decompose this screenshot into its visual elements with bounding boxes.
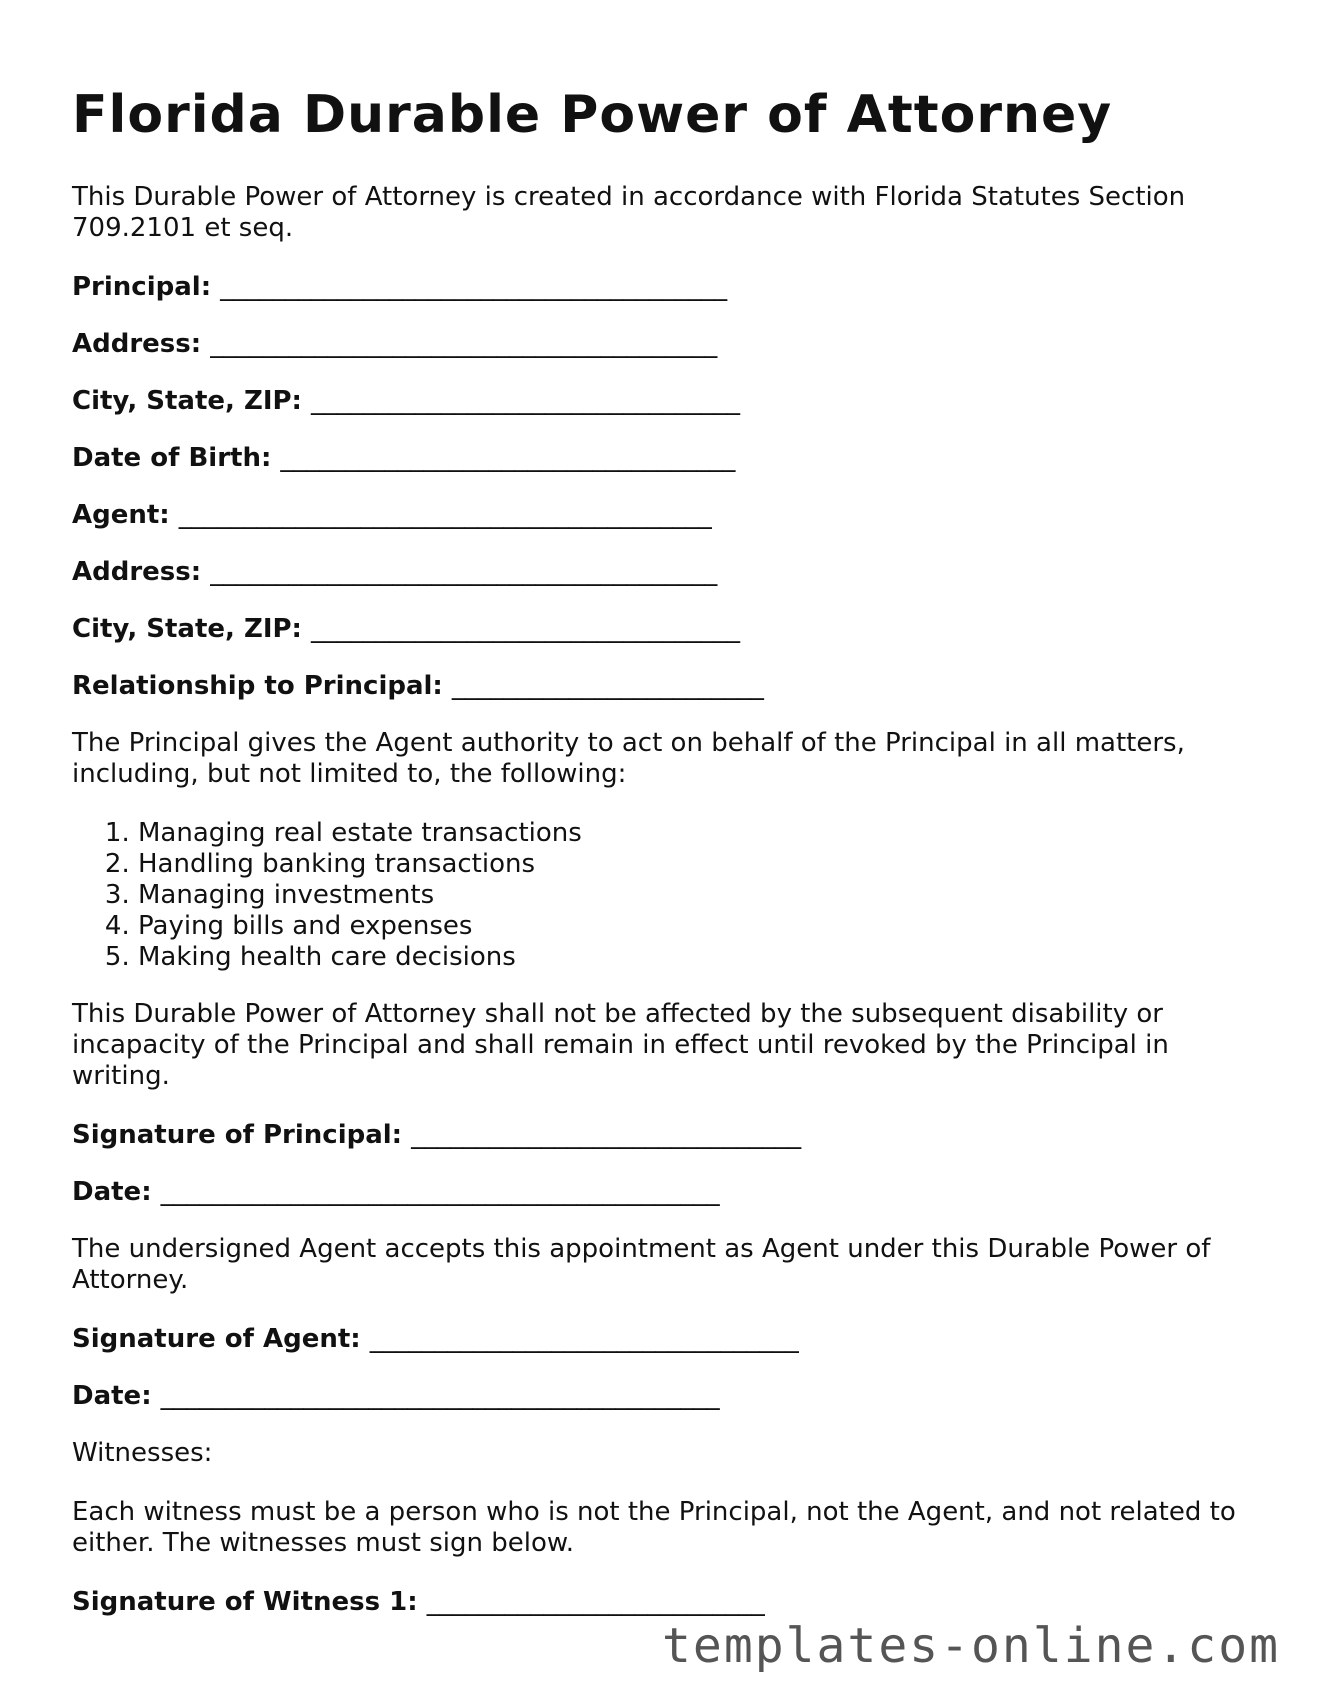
document-title: Florida Durable Power of Attorney — [72, 85, 1113, 145]
date-of-birth-field[interactable] — [72, 443, 1252, 474]
field-blank-line[interactable]: __________________________ — [426, 1586, 765, 1617]
list-item: 1. Managing real estate transactions — [138, 818, 1252, 849]
field-label: City, State, ZIP: — [72, 613, 302, 644]
witness-1-signature-field[interactable] — [72, 1587, 1252, 1618]
intro-paragraph: This Durable Power of Attorney is created in accordance with Florida Statutes Section 709.2101 et seq. — [72, 181, 1186, 243]
field-label: Address: — [72, 556, 202, 587]
field-blank-line[interactable]: _________________________________ — [369, 1323, 799, 1354]
list-item: 4. Paying bills and expenses — [138, 911, 1252, 942]
list-item: 2. Handling banking transactions — [138, 849, 1252, 880]
field-label: Address: — [72, 328, 202, 359]
field-label: Signature of Agent: — [72, 1323, 361, 1354]
field-label: Signature of Witness 1: — [72, 1586, 418, 1617]
agent-date-field[interactable] — [72, 1381, 1252, 1412]
watermark: templates-online.com — [662, 1618, 1280, 1674]
field-blank-line[interactable]: _______________________________________ — [210, 556, 718, 587]
list-item: 3. Managing investments — [138, 880, 1252, 911]
principal-address-field[interactable] — [72, 329, 1252, 360]
field-blank-line[interactable]: _________________________________ — [311, 613, 741, 644]
field-label: Date: — [72, 1176, 152, 1207]
field-label: Date of Birth: — [72, 442, 272, 473]
agent-field[interactable] — [72, 500, 1252, 531]
field-blank-line[interactable]: ___________________________________________ — [160, 1380, 720, 1411]
field-blank-line[interactable]: _________________________________ — [311, 385, 741, 416]
field-blank-line[interactable]: _________________________________________ — [178, 499, 712, 530]
document-page — [72, 86, 1252, 1644]
witness-paragraph: Each witness must be a person who is not the Principal, not the Agent, and not related to either. The witnesses must sign below. — [72, 1496, 1236, 1558]
principal-date-field[interactable] — [72, 1177, 1252, 1208]
field-label: City, State, ZIP: — [72, 385, 302, 416]
field-blank-line[interactable]: ______________________________ — [411, 1119, 802, 1150]
field-label: Relationship to Principal: — [72, 670, 443, 701]
powers-list — [72, 818, 1252, 973]
acceptance-paragraph: The undersigned Agent accepts this appointment as Agent under this Durable Power of Attorney. — [72, 1233, 1211, 1295]
field-blank-line[interactable]: ________________________ — [451, 670, 764, 701]
field-blank-line[interactable]: _______________________________________ — [210, 328, 718, 359]
durability-paragraph: This Durable Power of Attorney shall not be affected by the subsequent disability or incapacity of the Principal and shall remain in effect until revoked by the Principal in writing. — [72, 998, 1169, 1091]
agent-city-state-zip-field[interactable] — [72, 614, 1252, 645]
authority-paragraph: The Principal gives the Agent authority to act on behalf of the Principal in all matters, including, but not limited to, the following: — [72, 727, 1185, 789]
agent-address-field[interactable] — [72, 557, 1252, 588]
principal-city-state-zip-field[interactable] — [72, 386, 1252, 417]
principal-signature-field[interactable] — [72, 1120, 1252, 1151]
relationship-field[interactable] — [72, 671, 1252, 702]
field-blank-line[interactable]: _______________________________________ — [220, 271, 728, 302]
field-blank-line[interactable]: ___________________________________________ — [160, 1176, 720, 1207]
list-item: 5. Making health care decisions — [138, 942, 1252, 973]
field-blank-line[interactable]: ___________________________________ — [280, 442, 736, 473]
agent-signature-field[interactable] — [72, 1324, 1252, 1355]
field-label: Agent: — [72, 499, 170, 530]
field-label: Date: — [72, 1380, 152, 1411]
field-label: Principal: — [72, 271, 212, 302]
field-label: Signature of Principal: — [72, 1119, 403, 1150]
witnesses-heading: Witnesses: — [72, 1437, 213, 1468]
principal-field[interactable] — [72, 272, 1252, 303]
